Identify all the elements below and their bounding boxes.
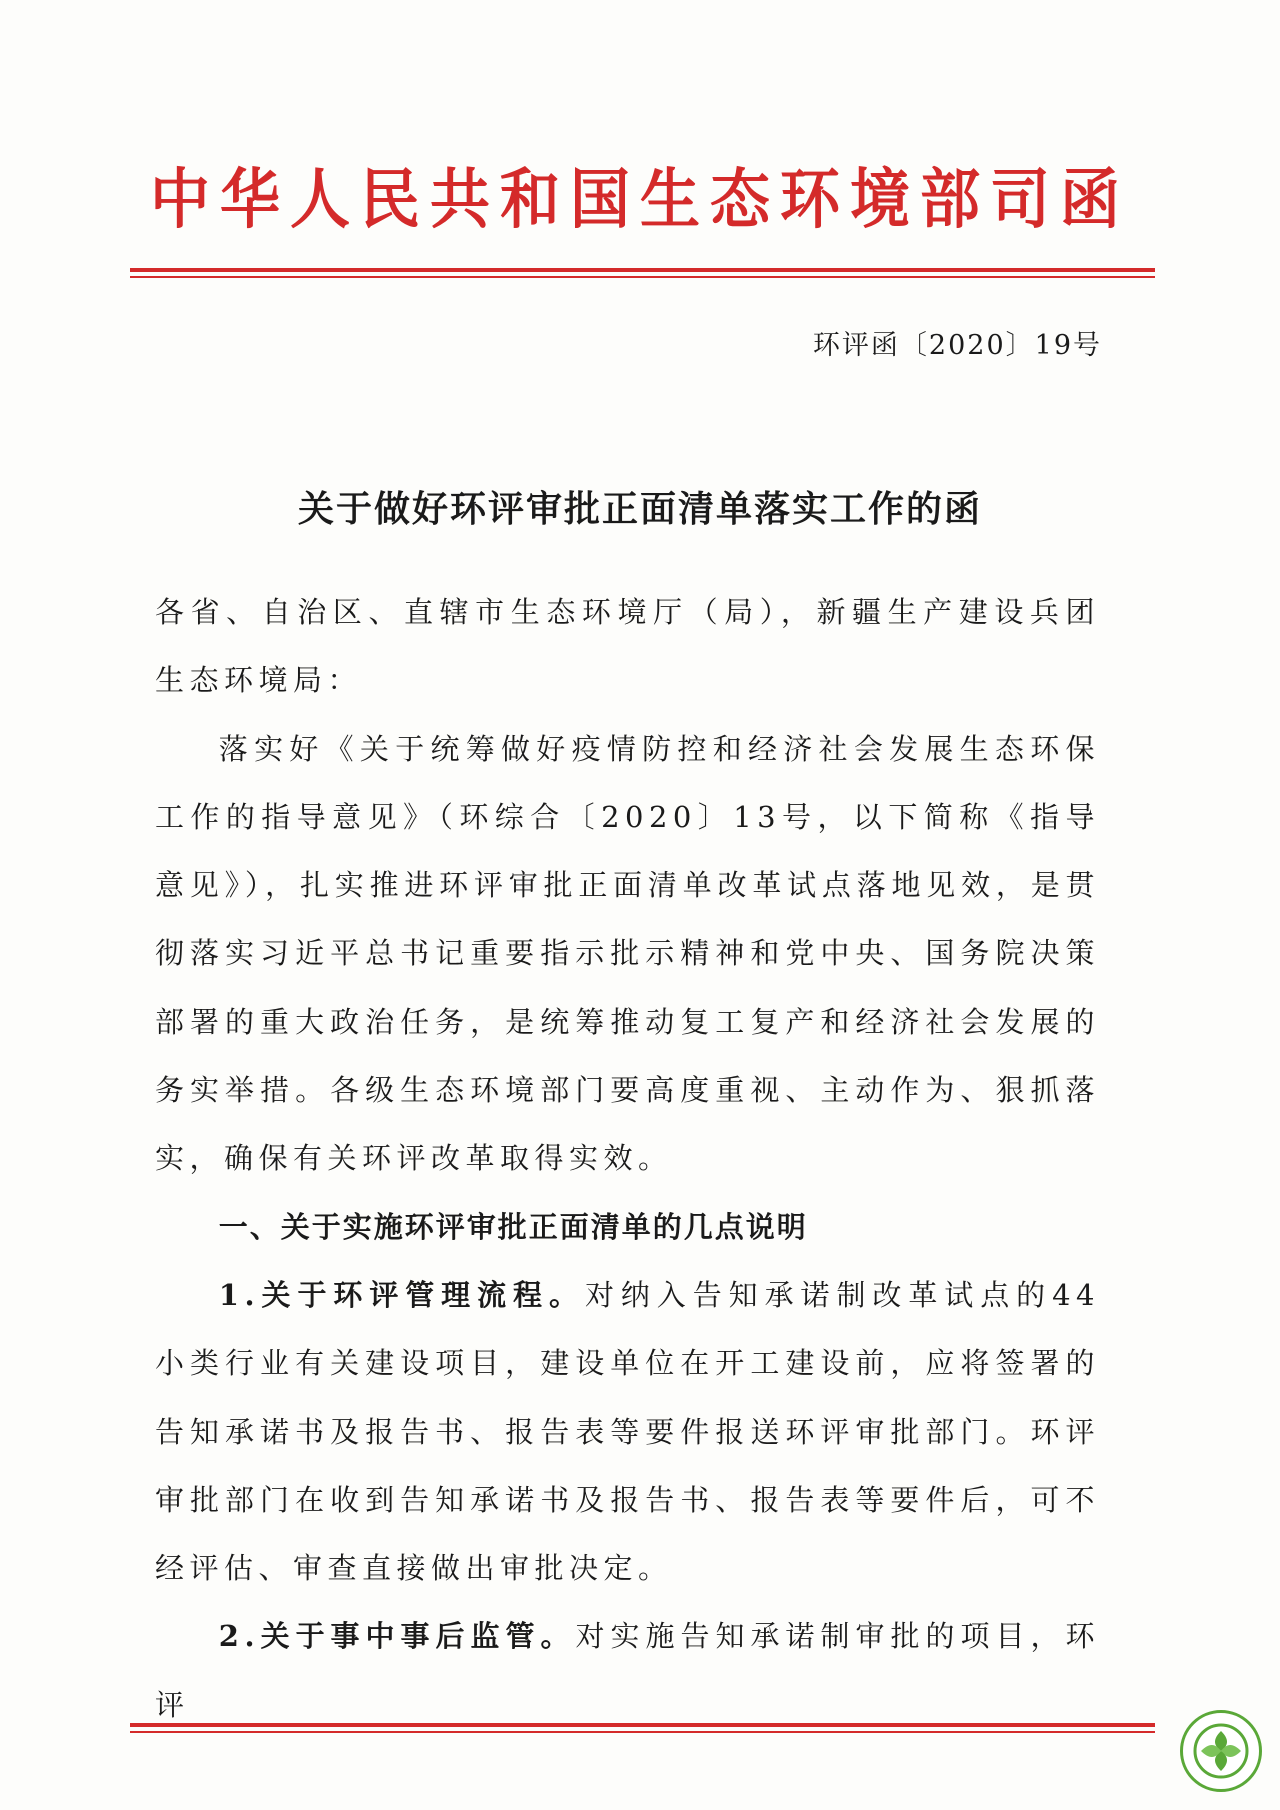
document-number: 环评函〔2020〕19号 [812, 330, 1102, 361]
intro-paragraph: 落实好《关于统筹做好疫情防控和经济社会发展生态环保工作的指导意见》（环综合〔2020〕13号，以下简称《指导意见》），扎实推进环评审批正面清单改革试点落地见效，是贯彻落实习近平总书记重要指示批示精神和党中央、国务院决策部署的重大政治任务，是统筹推动复工复产和经济社会发展的务实举措。各级生态环境部门要高度重视、主动作为、狠抓落实，确保有关环评改革取得实效。 [155, 731, 1100, 1176]
item-1-paragraph [155, 1261, 1100, 1602]
salutation: 各省、自治区、直辖市生态环境厅（局），新疆生产建设兵团生态环境局： [155, 595, 1100, 698]
document-body [155, 578, 1100, 1739]
item-1-body: 对纳入告知承诺制改革试点的44小类行业有关建设项目，建设单位在开工建设前，应将签署的告知承诺书及报告书、报告表等要件报送环评审批部门。环评审批部门在收到告知承诺书及报告书、报告表等要件后，可不经评估、审查直接做出审批决定。 [155, 1277, 1101, 1586]
footer-divider [130, 1723, 1155, 1733]
green-circle-logo-icon [1180, 1710, 1262, 1792]
item-1-lead: 1.关于环评管理流程。 [218, 1277, 585, 1312]
item-2-body: 对实施告知承诺制审批的项目，环评 [155, 1619, 1100, 1722]
letterhead-divider [130, 268, 1155, 278]
item-2-paragraph [155, 1602, 1100, 1739]
item-2-lead: 2.关于事中事后监管。 [218, 1619, 576, 1654]
letterhead-title: 中华人民共和国生态环境部司函 [150, 162, 1130, 238]
section-1-heading: 一、关于实施环评审批正面清单的几点说明 [218, 1209, 808, 1244]
document-title: 关于做好环评审批正面清单落实工作的函 [297, 488, 982, 530]
